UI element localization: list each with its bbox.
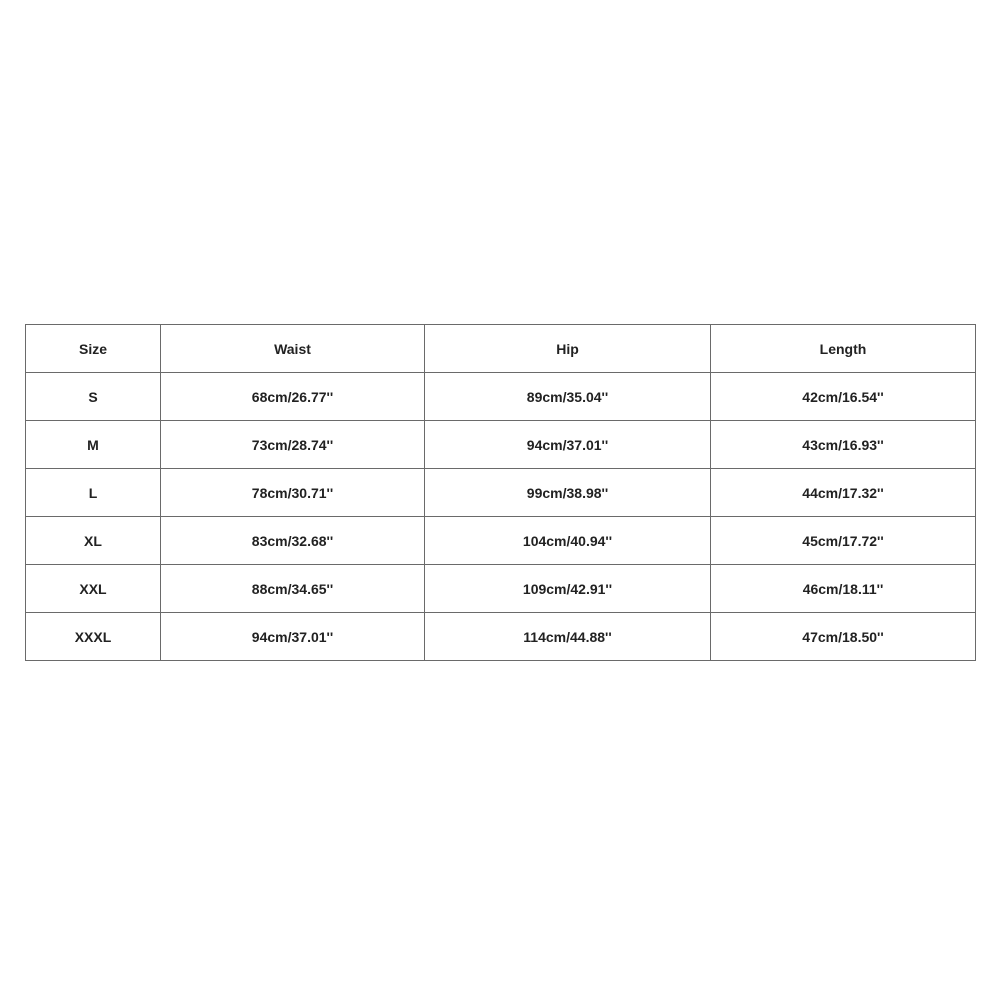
cell-length: 44cm/17.32'' xyxy=(711,469,976,517)
cell-waist: 88cm/34.65'' xyxy=(161,565,425,613)
cell-size: XXL xyxy=(26,565,161,613)
cell-waist: 83cm/32.68'' xyxy=(161,517,425,565)
cell-waist: 68cm/26.77'' xyxy=(161,373,425,421)
header-hip: Hip xyxy=(425,325,711,373)
cell-size: S xyxy=(26,373,161,421)
cell-hip: 89cm/35.04'' xyxy=(425,373,711,421)
table-row xyxy=(26,373,976,421)
cell-length: 45cm/17.72'' xyxy=(711,517,976,565)
cell-length: 42cm/16.54'' xyxy=(711,373,976,421)
cell-waist: 73cm/28.74'' xyxy=(161,421,425,469)
table-row xyxy=(26,565,976,613)
cell-hip: 104cm/40.94'' xyxy=(425,517,711,565)
table-header-row xyxy=(26,325,976,373)
cell-waist: 94cm/37.01'' xyxy=(161,613,425,661)
table-row xyxy=(26,469,976,517)
cell-length: 43cm/16.93'' xyxy=(711,421,976,469)
header-waist: Waist xyxy=(161,325,425,373)
cell-waist: 78cm/30.71'' xyxy=(161,469,425,517)
cell-size: XXXL xyxy=(26,613,161,661)
cell-length: 46cm/18.11'' xyxy=(711,565,976,613)
cell-size: M xyxy=(26,421,161,469)
table-row xyxy=(26,613,976,661)
cell-hip: 99cm/38.98'' xyxy=(425,469,711,517)
cell-hip: 114cm/44.88'' xyxy=(425,613,711,661)
cell-size: L xyxy=(26,469,161,517)
header-length: Length xyxy=(711,325,976,373)
cell-size: XL xyxy=(26,517,161,565)
cell-hip: 109cm/42.91'' xyxy=(425,565,711,613)
cell-length: 47cm/18.50'' xyxy=(711,613,976,661)
size-chart-table xyxy=(25,324,976,661)
header-size: Size xyxy=(26,325,161,373)
table-row xyxy=(26,517,976,565)
table-row xyxy=(26,421,976,469)
cell-hip: 94cm/37.01'' xyxy=(425,421,711,469)
